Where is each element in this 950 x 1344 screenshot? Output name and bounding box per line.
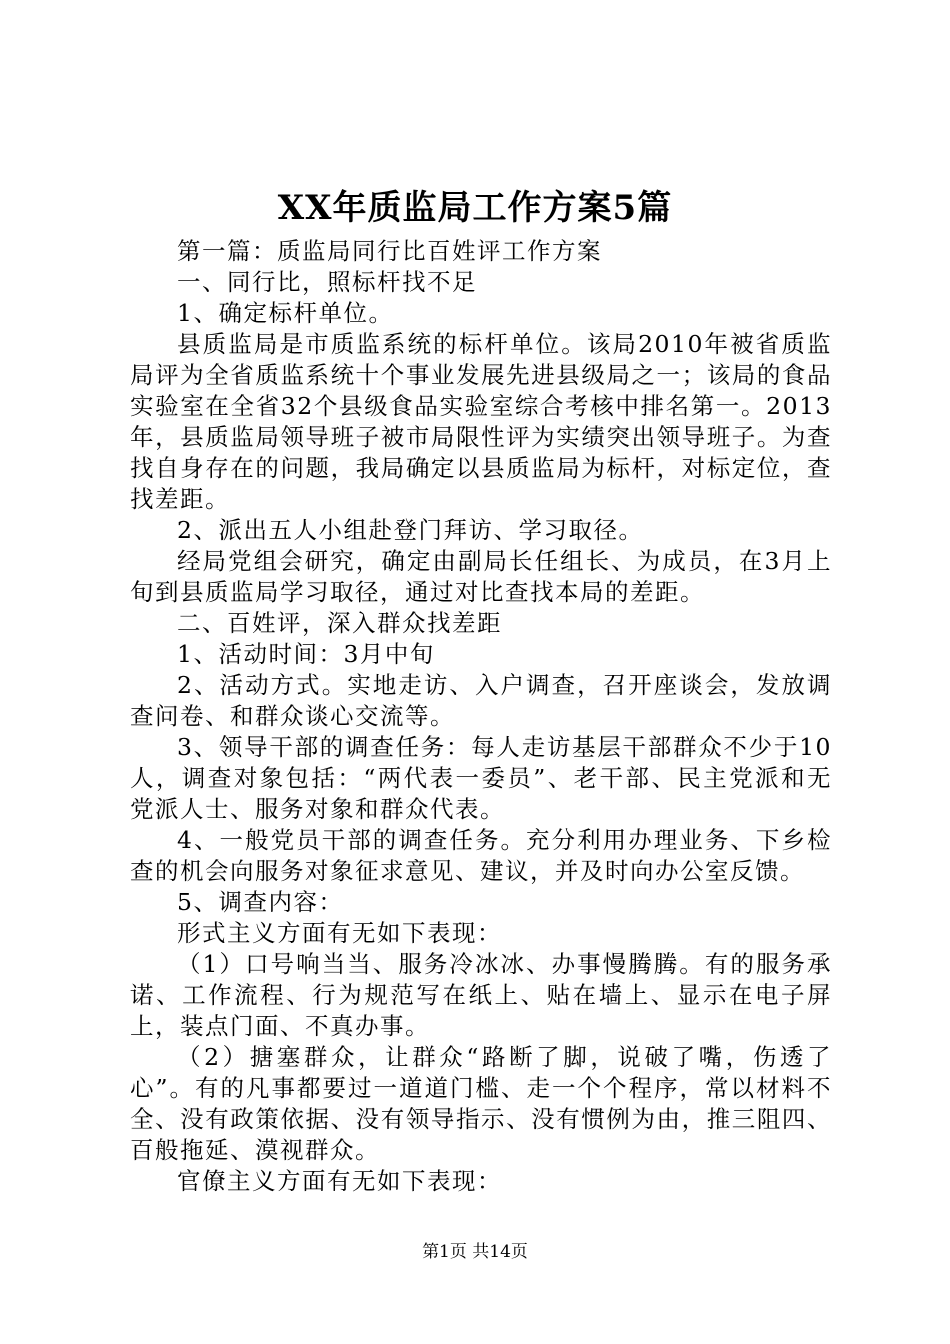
paragraph-body: 经局党组会研究，确定由副局长任组长、为成员，在3月上旬到县质监局学习取径，通过对比查找本局的差距。 [130, 547, 832, 606]
document-body [130, 236, 832, 1197]
paragraph-item: 4、一般党员干部的调查任务。充分利用办理业务、下乡检查的机会向服务对象征求意见、建议，并及时向办公室反馈。 [130, 826, 832, 885]
paragraph-item: （2）搪塞群众，让群众“路断了脚，说破了嘴，伤透了心”。有的凡事都要过一道道门槛、走一个个程序，常以材料不全、没有政策依据、没有领导指示、没有惯例为由，推三阻四、百般拖延、漠视群众。 [130, 1043, 832, 1164]
paragraph-item: 5、调查内容： [177, 888, 344, 916]
paragraph-item: 1、活动时间：3月中旬 [177, 640, 435, 668]
page-number-footer: 第1页 共14页 [422, 1242, 528, 1262]
paragraph-item: 2、派出五人小组赴登门拜访、学习取径。 [177, 516, 644, 544]
paragraph-section-1-heading: 一、同行比，照标杆找不足 [177, 268, 477, 296]
paragraph-body: 县质监局是市质监系统的标杆单位。该局2010年被省质监局评为全省质监系统十个事业发展先进县级局之一；该局的食品实验室在全省32个县级食品实验室综合考核中排名第一。2013年，县质监局领导班子被市局限性评为实绩突出领导班子。为查找自身存在的问题，我局确定以县质监局为标杆，对标定位，查找差距。 [130, 330, 832, 513]
paragraph-item: 2、活动方式。实地走访、入户调查，召开座谈会，发放调查问卷、和群众谈心交流等。 [130, 671, 832, 730]
paragraph-item: 1、确定标杆单位。 [177, 299, 394, 327]
paragraph-subheading: 官僚主义方面有无如下表现： [177, 1167, 502, 1195]
paragraph-item: （1）口号响当当、服务冷冰冰、办事慢腾腾。有的服务承诺、工作流程、行为规范写在纸上、贴在墙上、显示在电子屏上，装点门面、不真办事。 [130, 950, 832, 1040]
paragraph-chapter-heading: 第一篇：质监局同行比百姓评工作方案 [177, 237, 602, 265]
paragraph-subheading: 形式主义方面有无如下表现： [177, 919, 502, 947]
document-title: XX年质监局工作方案5篇 [277, 188, 673, 228]
paragraph-item: 3、领导干部的调查任务：每人走访基层干部群众不少于10人，调查对象包括：“两代表一委员”、老干部、民主党派和无党派人士、服务对象和群众代表。 [130, 733, 832, 823]
paragraph-section-2-heading: 二、百姓评，深入群众找差距 [177, 609, 502, 637]
